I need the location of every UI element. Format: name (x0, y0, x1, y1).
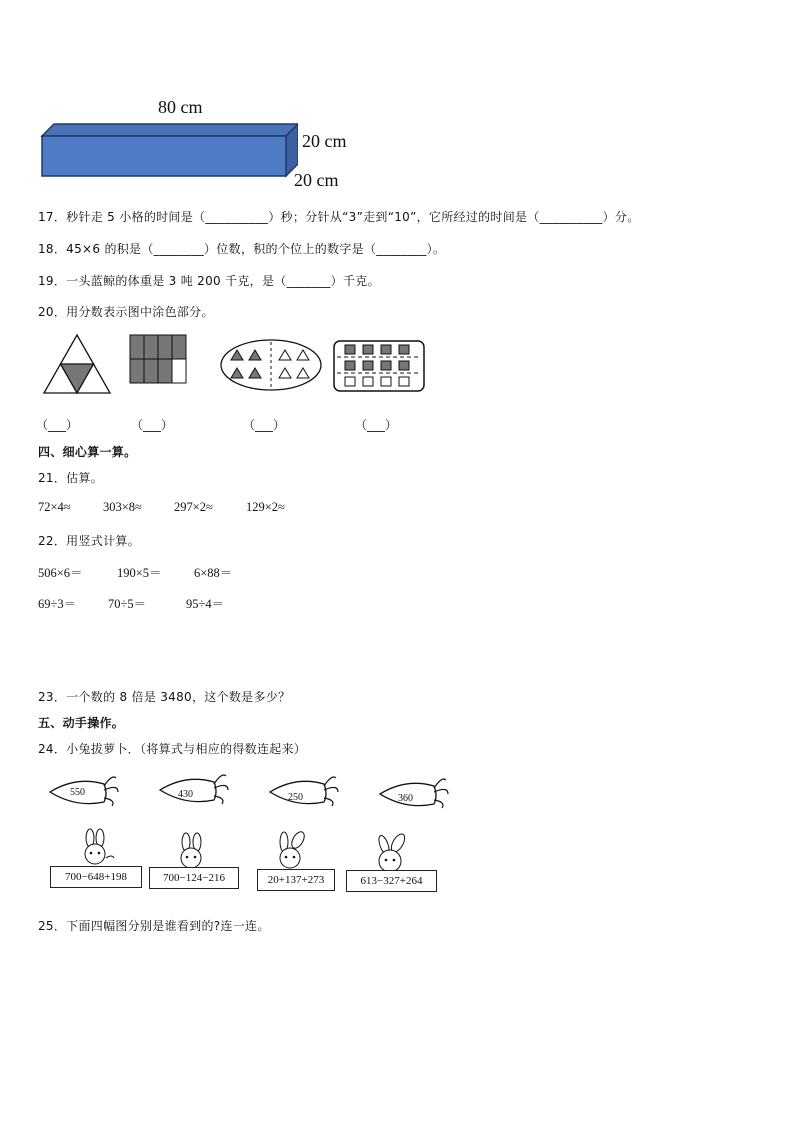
rabbit-icon-3 (270, 830, 314, 870)
q21-item-3: 297×2≈ (174, 500, 213, 514)
q21-item-2: 303×8≈ (103, 500, 142, 514)
rabbit-icon-1 (76, 828, 116, 868)
carrot-value-2: 430 (178, 789, 193, 800)
carrot-3 (266, 770, 340, 810)
rabbit-icon-2 (172, 832, 212, 870)
question-18: 18．45×6 的积是（________）位数，积的个位上的数字是（________）。 (38, 242, 446, 256)
question-22: 22．用竖式计算。 (38, 534, 140, 548)
prism-length-label: 80 cm (158, 97, 203, 117)
section-5-heading: 五、动手操作。 (38, 716, 125, 730)
carrot-2 (156, 768, 230, 808)
carrot-value-4: 360 (398, 793, 413, 804)
expression-card-4[interactable]: 613−327+264 (346, 870, 437, 892)
q20-blank-1[interactable]: （___） (36, 418, 79, 432)
q21-item-1: 72×4≈ (38, 500, 71, 514)
q22-item-5: 70÷5＝ (108, 597, 147, 611)
carrot-4 (376, 772, 450, 812)
q21-item-4: 129×2≈ (246, 500, 285, 514)
question-25: 25．下面四幅图分别是谁看到的?连一连。 (38, 919, 270, 933)
expression-card-3[interactable]: 20+137+273 (257, 869, 335, 891)
q20-blank-2[interactable]: （___） (131, 418, 174, 432)
prism-height-label: 20 cm (302, 131, 347, 151)
question-23: 23．一个数的 8 倍是 3480，这个数是多少？ (38, 690, 291, 704)
carrot-value-1: 550 (70, 787, 85, 798)
prism-figure (38, 120, 298, 180)
q22-item-1: 506×6＝ (38, 566, 83, 580)
grid-figure (129, 334, 191, 384)
carrot-value-3: 250 (288, 792, 303, 803)
q22-item-4: 69÷3＝ (38, 597, 77, 611)
q20-blank-4[interactable]: （___） (355, 418, 398, 432)
question-17: 17．秒针走 5 小格的时间是（__________）秒；分针从“3”走到“10”，它所经过的时间是（__________）分。 (38, 210, 640, 224)
rabbit-icon-4 (368, 833, 414, 873)
question-24: 24．小兔拔萝卜．（将算式与相应的得数连起来） (38, 742, 307, 756)
section-4-heading: 四、细心算一算。 (38, 445, 137, 459)
q20-blank-3[interactable]: （___） (243, 418, 286, 432)
question-21: 21．估算。 (38, 471, 104, 485)
question-19: 19．一头蓝鲸的体重是 3 吨 200 千克，是（_______）千克。 (38, 274, 380, 288)
q22-item-3: 6×88＝ (194, 566, 233, 580)
prism-depth-label: 20 cm (294, 170, 339, 190)
expression-card-2[interactable]: 700−124−216 (149, 867, 239, 889)
oval-triangles-figure (219, 338, 323, 392)
expression-card-1[interactable]: 700−648+198 (50, 866, 142, 888)
q22-item-2: 190×5＝ (117, 566, 162, 580)
triangle-figure (42, 333, 112, 395)
question-20: 20．用分数表示图中涂色部分。 (38, 305, 214, 319)
q22-item-6: 95÷4＝ (186, 597, 225, 611)
squares-box-figure (333, 340, 425, 392)
